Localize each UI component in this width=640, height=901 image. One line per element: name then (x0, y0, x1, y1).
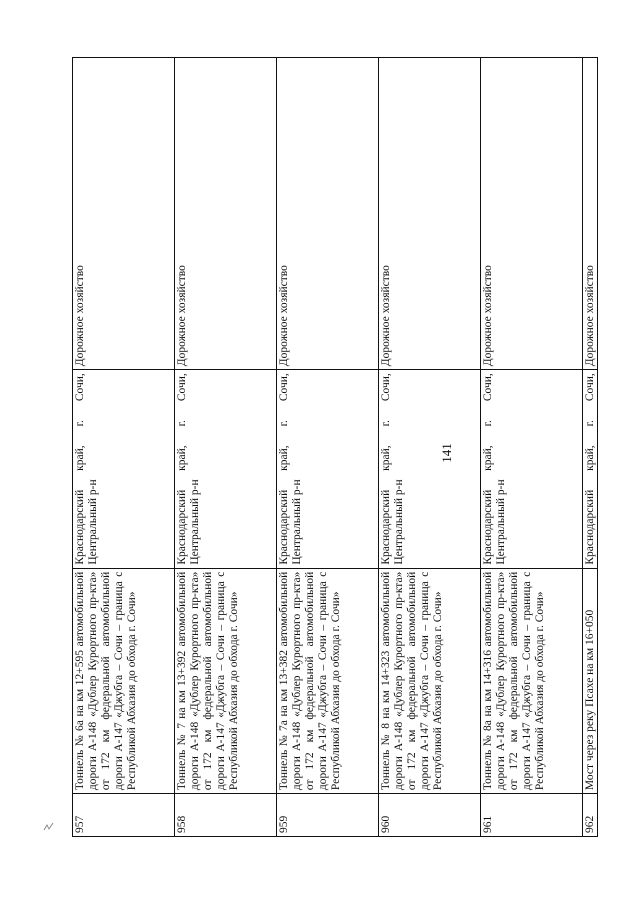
location-region: Краснодарский (584, 489, 596, 565)
location-city-prefix: г. (584, 420, 596, 427)
location-city-prefix: г. (380, 420, 392, 427)
object-name: Тоннель № 6а на км 12+595 автомобильной дороги А-148 «Дублер Курортного пр-кта» от 172 км федеральной автомобильной дороги А-147 «Джубга – Сочи – граница с Республикой Абхазия до обхода г. Сочи» (73, 568, 174, 793)
row-number: 961 (481, 793, 582, 836)
table-row (379, 58, 481, 836)
row-number: 960 (379, 793, 480, 836)
object-location (73, 369, 174, 567)
location-kind: край, (176, 445, 188, 471)
location-region: Краснодарский (176, 489, 188, 565)
object-location (379, 369, 480, 567)
location-kind: край, (380, 445, 392, 471)
location-city: Сочи, (482, 373, 494, 402)
object-name: Мост через реку Псахе на км 16+050 (583, 568, 598, 793)
location-district: Центральный р-н (189, 479, 201, 565)
location-kind: край, (278, 445, 290, 471)
object-location (175, 369, 276, 567)
object-sector: Дорожное хозяйство (74, 265, 86, 367)
table-row (583, 58, 598, 836)
row-number: 958 (175, 793, 276, 836)
location-district: Центральный р-н (495, 479, 507, 565)
margin-mark-icon (42, 820, 56, 834)
object-name: Тоннель № 8 на км 14+323 автомобильной дороги А-148 «Дублер Курортного пр-кта» от 172 км федеральной автомобильной дороги А-147 «Джубга – Сочи – граница с Республикой Абхазия до обхода г. Сочи» (379, 568, 480, 793)
object-location (481, 369, 582, 567)
object-sector: Дорожное хозяйство (584, 265, 596, 367)
row-number: 959 (277, 793, 378, 836)
location-city: Сочи, (278, 373, 290, 402)
location-city: Сочи, (380, 373, 392, 402)
object-name: Тоннель № 7 на км 13+392 автомобильной дороги А-148 «Дублер Курортного пр-кта» от 172 км федеральной автомобильной дороги А-147 «Джубга – Сочи – граница с Республикой Абхазия до обхода г. Сочи» (175, 568, 276, 793)
location-kind: край, (584, 445, 596, 471)
object-sector: Дорожное хозяйство (482, 265, 494, 367)
object-name: Тоннель № 8а на км 14+316 автомобильной дороги А-148 «Дублер Курортного пр-кта» от 172 км федеральной автомобильной дороги А-147 «Джубга – Сочи – граница с Республикой Абхазия до обхода г. Сочи» (481, 568, 582, 793)
object-sector: Дорожное хозяйство (278, 265, 290, 367)
location-kind: край, (482, 445, 494, 471)
table-viewport (72, 57, 598, 837)
location-region: Краснодарский (74, 489, 86, 565)
row-number: 957 (73, 793, 174, 836)
object-sector: Дорожное хозяйство (176, 265, 188, 367)
table-row (277, 58, 379, 836)
table-row (73, 58, 175, 836)
location-city-prefix: г. (176, 420, 188, 427)
object-name: Тоннель № 7а на км 13+382 автомобильной дороги А-148 «Дублер Курортного пр-кта» от 172 км федеральной автомобильной дороги А-147 «Джубга – Сочи – граница с Республикой Абхазия до обхода г. Сочи» (277, 568, 378, 793)
location-city-prefix: г. (74, 420, 86, 427)
location-region: Краснодарский (482, 489, 494, 565)
object-location (277, 369, 378, 567)
location-district: Центральный р-н (393, 479, 405, 565)
location-city: Сочи, (584, 373, 596, 402)
location-city: Сочи, (176, 373, 188, 402)
location-region: Краснодарский (380, 489, 392, 565)
object-location (583, 369, 598, 567)
location-kind: край, (74, 445, 86, 471)
page-number: 141 (438, 443, 454, 463)
registry-table (72, 57, 598, 837)
object-sector: Дорожное хозяйство (380, 265, 392, 367)
location-city-prefix: г. (278, 420, 290, 427)
location-city-prefix: г. (482, 420, 494, 427)
table-row (481, 58, 583, 836)
location-district: Центральный р-н (291, 479, 303, 565)
location-district: Центральный р-н (87, 479, 99, 565)
location-city: Сочи, (74, 373, 86, 402)
location-region: Краснодарский (278, 489, 290, 565)
table-row (175, 58, 277, 836)
row-number: 962 (583, 793, 598, 836)
